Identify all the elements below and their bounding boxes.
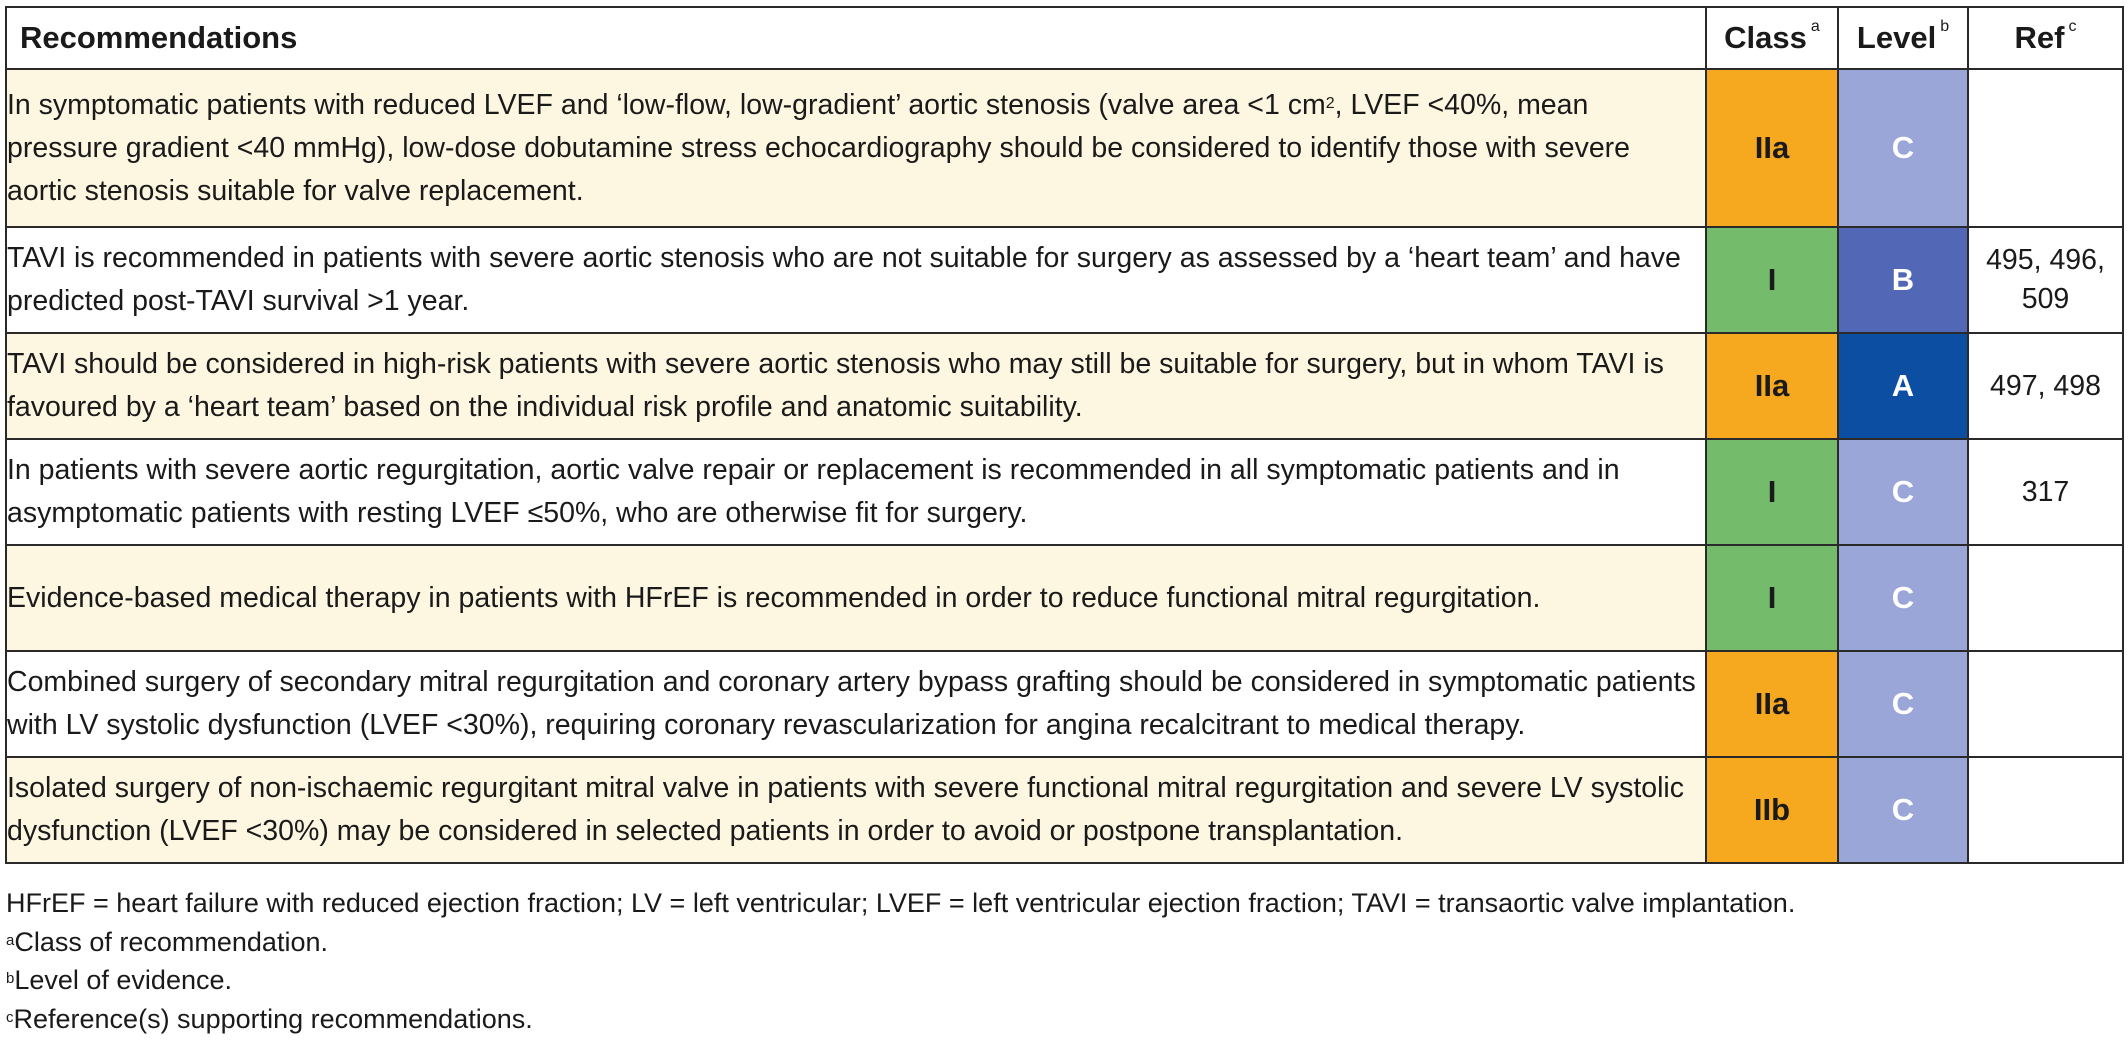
header-class-footnote-mark: a — [1810, 18, 1820, 35]
table-row — [6, 227, 2123, 333]
level-cell: C — [1838, 545, 1968, 651]
footnote-b-mark: b — [6, 970, 15, 987]
level-cell: A — [1838, 333, 1968, 439]
class-cell: I — [1706, 439, 1838, 545]
ref-cell: 497, 498 — [1968, 333, 2123, 439]
table-row — [6, 333, 2123, 439]
class-cell: IIa — [1706, 69, 1838, 227]
header-ref: Ref $^c$ — [1968, 7, 2123, 69]
level-cell: B — [1838, 227, 1968, 333]
table-row — [6, 69, 2123, 227]
ref-cell: 317 — [1968, 439, 2123, 545]
level-cell: C — [1838, 69, 1968, 227]
footnote-b: $^b$Level of evidence. — [6, 965, 232, 995]
table-row — [6, 439, 2123, 545]
ref-cell — [1968, 651, 2123, 757]
recommendation-text: Isolated surgery of non-ischaemic regurgitant mitral valve in patients with severe functional mitral regurgitation and severe LV systolic dysfunction (LVEF <30%) may be considered in selected patients in order to avoid or postpone transplantation. — [6, 757, 1706, 863]
footnote-a: $^a$Class of recommendation. — [6, 926, 328, 957]
recommendation-text: In symptomatic patients with reduced LVEF and ‘low-flow, low-gradient’ aortic stenosis (valve area <1 $cm^2$, LVEF <40%, mean pressure gradient <40 mmHg), low-dose dobutamine stress echocardiography should be considered to identify those with severe aortic stenosis suitable for valve replacement. — [6, 69, 1706, 227]
header-level-footnote-mark: b — [1940, 18, 1950, 35]
table-row — [6, 651, 2123, 757]
ref-cell — [1968, 69, 2123, 227]
header-ref-footnote-mark: c — [2068, 18, 2077, 35]
ref-cell — [1968, 545, 2123, 651]
table-row — [6, 545, 2123, 651]
class-cell: I — [1706, 227, 1838, 333]
table-footnotes — [6, 884, 1795, 1038]
recommendation-text: In patients with severe aortic regurgitation, aortic valve repair or replacement is recommended in all symptomatic patients and in asymptomatic patients with resting LVEF ≤50%, who are otherwise fit for surgery. — [6, 439, 1706, 545]
footnote-a-mark: a — [6, 931, 15, 949]
class-cell: IIa — [1706, 333, 1838, 439]
ref-cell: 495, 496, 509 — [1968, 227, 2123, 333]
recommendation-text: Evidence-based medical therapy in patients with HFrEF is recommended in order to reduce functional mitral regurgitation. — [6, 545, 1706, 651]
level-cell: C — [1838, 757, 1968, 863]
recommendation-text: TAVI should be considered in high-risk patients with severe aortic stenosis who may still be suitable for surgery, but in whom TAVI is favoured by a ‘heart team’ based on the individual risk profile and anatomic suitability. — [6, 333, 1706, 439]
header-recommendations: Recommendations — [6, 7, 1706, 69]
recommendation-text: Combined surgery of secondary mitral regurgitation and coronary artery bypass grafting should be considered in symptomatic patients with LV systolic dysfunction (LVEF <30%), requiring coronary revascularization for angina recalcitrant to medical therapy. — [6, 651, 1706, 757]
footnote-abbreviations: HFrEF = heart failure with reduced ejection fraction; LV = left ventricular; LVEF = left ventricular ejection fraction; TAVI = transaortic valve implantation. — [6, 888, 1796, 918]
table-header-row — [6, 7, 2123, 69]
level-cell: C — [1838, 651, 1968, 757]
table-row — [6, 757, 2123, 863]
recommendations-table — [5, 6, 2124, 864]
footnote-c-mark: c — [6, 1008, 14, 1026]
level-cell: C — [1838, 439, 1968, 545]
class-cell: IIa — [1706, 651, 1838, 757]
recommendation-text: TAVI is recommended in patients with severe aortic stenosis who are not suitable for surgery as assessed by a ‘heart team’ and have predicted post-TAVI survival >1 year. — [6, 227, 1706, 333]
header-level: Level $^b$ — [1838, 7, 1968, 69]
ref-cell — [1968, 757, 2123, 863]
header-class: Class $^a$ — [1706, 7, 1838, 69]
footnote-c: $^c$Reference(s) supporting recommendations. — [6, 1003, 533, 1034]
class-cell: I — [1706, 545, 1838, 651]
class-cell: IIb — [1706, 757, 1838, 863]
